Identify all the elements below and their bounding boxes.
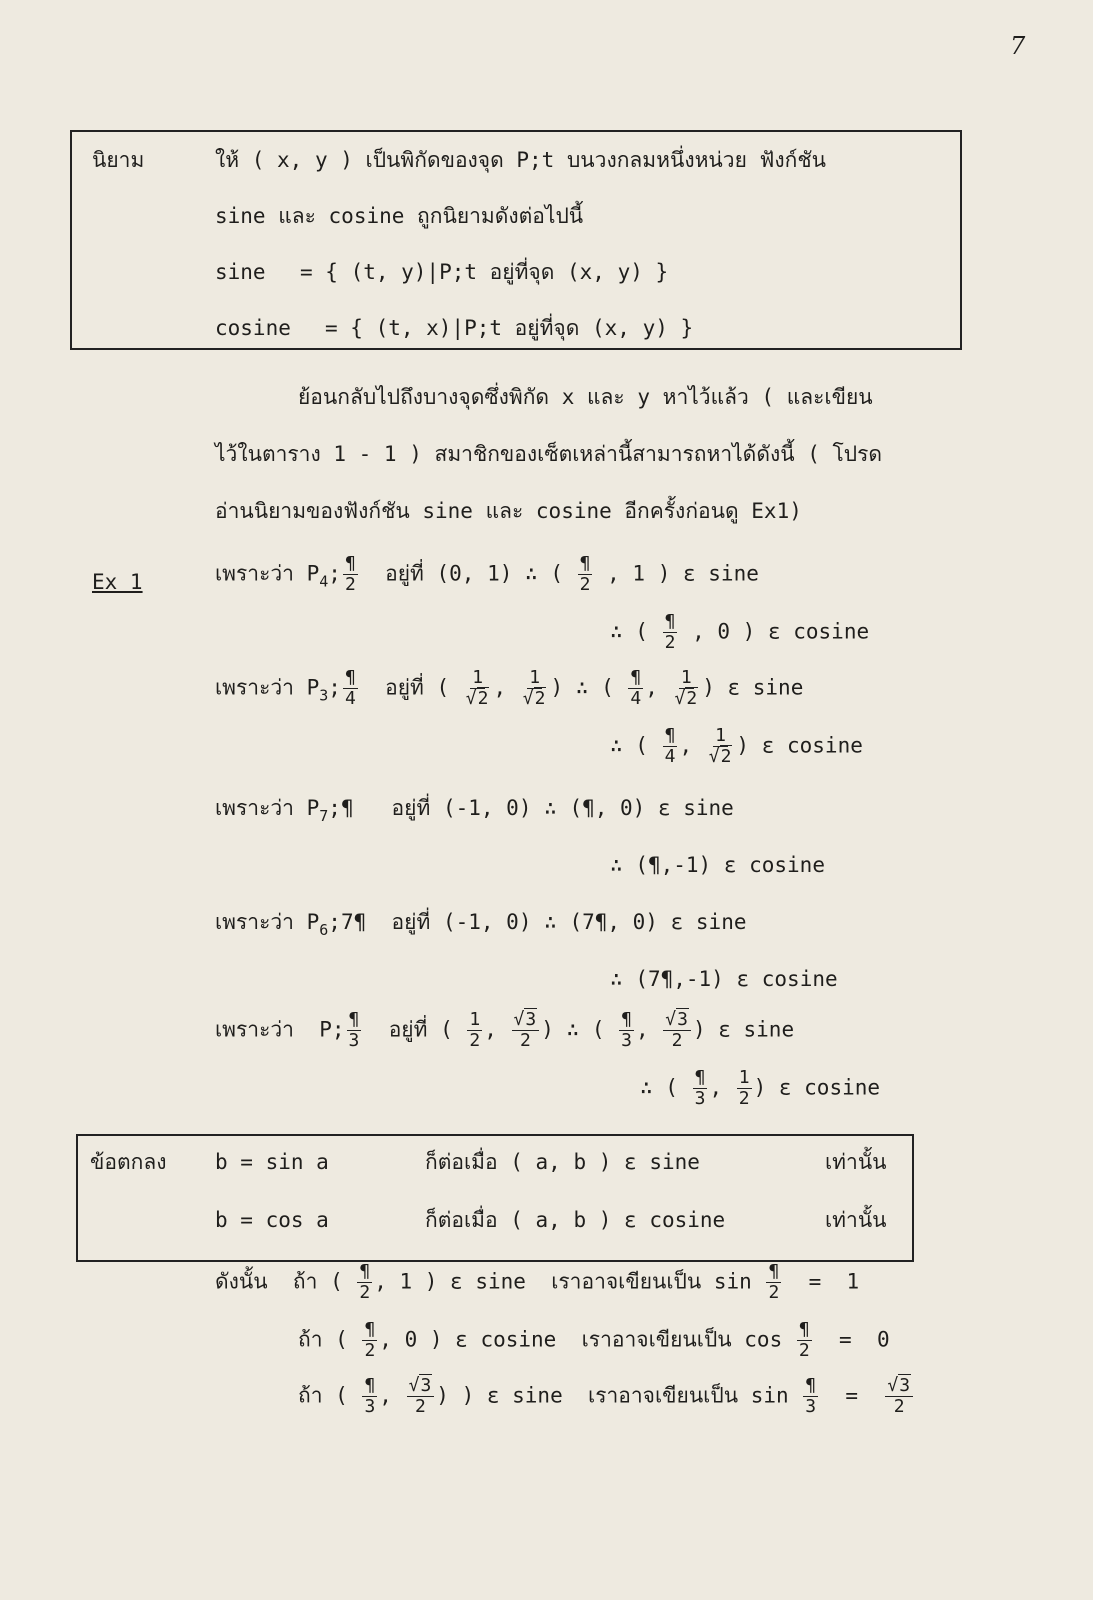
paragraph-line-2: ไว้ในตาราง 1 - 1 ) สมาชิกของเซ็ตเหล่านี้สามารถหาได้ดังนี้ ( โปรด	[215, 442, 883, 466]
paragraph-line-3: อ่านนิยามของฟังก์ชัน sine และ cosine อีกครั้งก่อนดู Ex1)	[215, 499, 802, 523]
therefore-word: ดังนั้น	[215, 1269, 268, 1294]
sine-label: sine	[215, 260, 266, 284]
point-subscript: 4	[319, 572, 329, 591]
point-coords: (0, 1)	[436, 561, 513, 586]
example-row-3-cosine: ∴ (¶,-1) ε cosine	[610, 853, 825, 877]
example-row-1: เพราะว่า $P_4$; $\frac{\P}{2}$ อยู่ที่ (0, 1) ∴ ( $\frac{\P}{2}$ , 1 ) ε sine	[215, 553, 759, 595]
agreement-line-1-lhs: b = sin a	[215, 1150, 329, 1174]
fraction: $\frac{\P}{2}$	[579, 553, 591, 595]
conclusion-line-3: ถ้า ( $\frac{\P}{3}$ , $\frac{√3}{2}$ ) ) ε sine เราอาจเขียนเป็น sin $\frac{\P}{3}$ = $\frac{√3}{2}$	[298, 1376, 915, 1417]
because-word: เพราะว่า	[215, 561, 294, 586]
paragraph-line-1: ย้อนกลับไปถึงบางจุดซึ่งพิกัด x และ y หาไว้แล้ว ( และเขียน	[298, 385, 873, 409]
in-sine: ε sine	[683, 561, 759, 586]
agreement-line-2-mid: ก็ต่อเมื่อ ( a, b ) ε cosine	[425, 1208, 726, 1232]
example-row-2: เพราะว่า $P_3$; $\frac{\P}{4}$ อยู่ที่ ( $\frac{1}{√2}$ , $\frac{1}{√2}$ ) ∴ ( $\frac{\P}{4}$ , $\frac{1}{√2}$ ) ε sine	[215, 667, 804, 709]
example-row-5-cosine: ∴ ( $\frac{\P}{3}$ , $\frac{1}{2}$ ) ε cosine	[640, 1067, 881, 1109]
example-row-1-cosine: ∴ ( $\frac{\P}{2}$ , 0 ) ε cosine	[610, 611, 870, 653]
example-row-4-cosine: ∴ (7¶,-1) ε cosine	[610, 967, 838, 991]
therefore-symbol: ∴	[525, 561, 538, 586]
conclusion-line-2: ถ้า ( $\frac{\P}{2}$ , 0 ) ε cosine เราอาจเขียนเป็น cos $\frac{\P}{2}$ = 0	[298, 1319, 890, 1361]
fraction: $\frac{\P}{2}$	[664, 611, 676, 653]
example-row-5: เพราะว่า P; $\frac{\P}{3}$ อยู่ที่ ( $\frac{1}{2}$ , $\frac{√3}{2}$ ) ∴ ( $\frac{\P}{3}$ , $\frac{√3}{2}$ ) ε sine	[215, 1009, 795, 1051]
example-row-2-cosine: ∴ ( $\frac{\P}{4}$ , $\frac{1}{√2}$ ) ε cosine	[610, 725, 863, 767]
fraction: $\frac{\P}{2}$	[344, 553, 356, 595]
definition-line-1: ให้ ( x, y ) เป็นพิกัดของจุด P;t บนวงกลมหนึ่งหน่วย ฟังก์ชัน	[215, 148, 826, 172]
definition-line-2: sine และ cosine ถูกนิยามดังต่อไปนี้	[215, 204, 584, 228]
cosine-definition: = { (t, x)|P;t อยู่ที่จุด (x, y) }	[325, 316, 694, 340]
agreement-line-1-only: เท่านั้น	[825, 1150, 887, 1174]
agreement-line-2-only: เท่านั้น	[825, 1208, 887, 1232]
definition-heading: นิยาม	[92, 148, 145, 172]
sine-value: 1	[632, 561, 646, 586]
conclusion-line-1: ดังนั้น ถ้า ( $\frac{\P}{2}$ , 1 ) ε sine เราอาจเขียนเป็น sin $\frac{\P}{2}$ = 1	[215, 1261, 860, 1303]
agreement-heading: ข้อตกลง	[90, 1150, 167, 1174]
cosine-label: cosine	[215, 316, 291, 340]
page-number: 7	[1010, 32, 1026, 60]
example-label: Ex 1	[92, 570, 143, 594]
agreement-line-1-mid: ก็ต่อเมื่อ ( a, b ) ε sine	[425, 1150, 700, 1174]
sine-definition: = { (t, y)|P;t อยู่ที่จุด (x, y) }	[300, 260, 669, 284]
example-row-4: เพราะว่า $P_6;7\P$ อยู่ที่ (-1, 0) ∴ (7¶, 0) ε sine	[215, 910, 747, 939]
agreement-line-2-lhs: b = cos a	[215, 1208, 329, 1232]
example-row-3: เพราะว่า $P_7;\P$ อยู่ที่ (-1, 0) ∴ (¶, 0) ε sine	[215, 796, 734, 825]
at-word: อยู่ที่	[385, 561, 424, 586]
